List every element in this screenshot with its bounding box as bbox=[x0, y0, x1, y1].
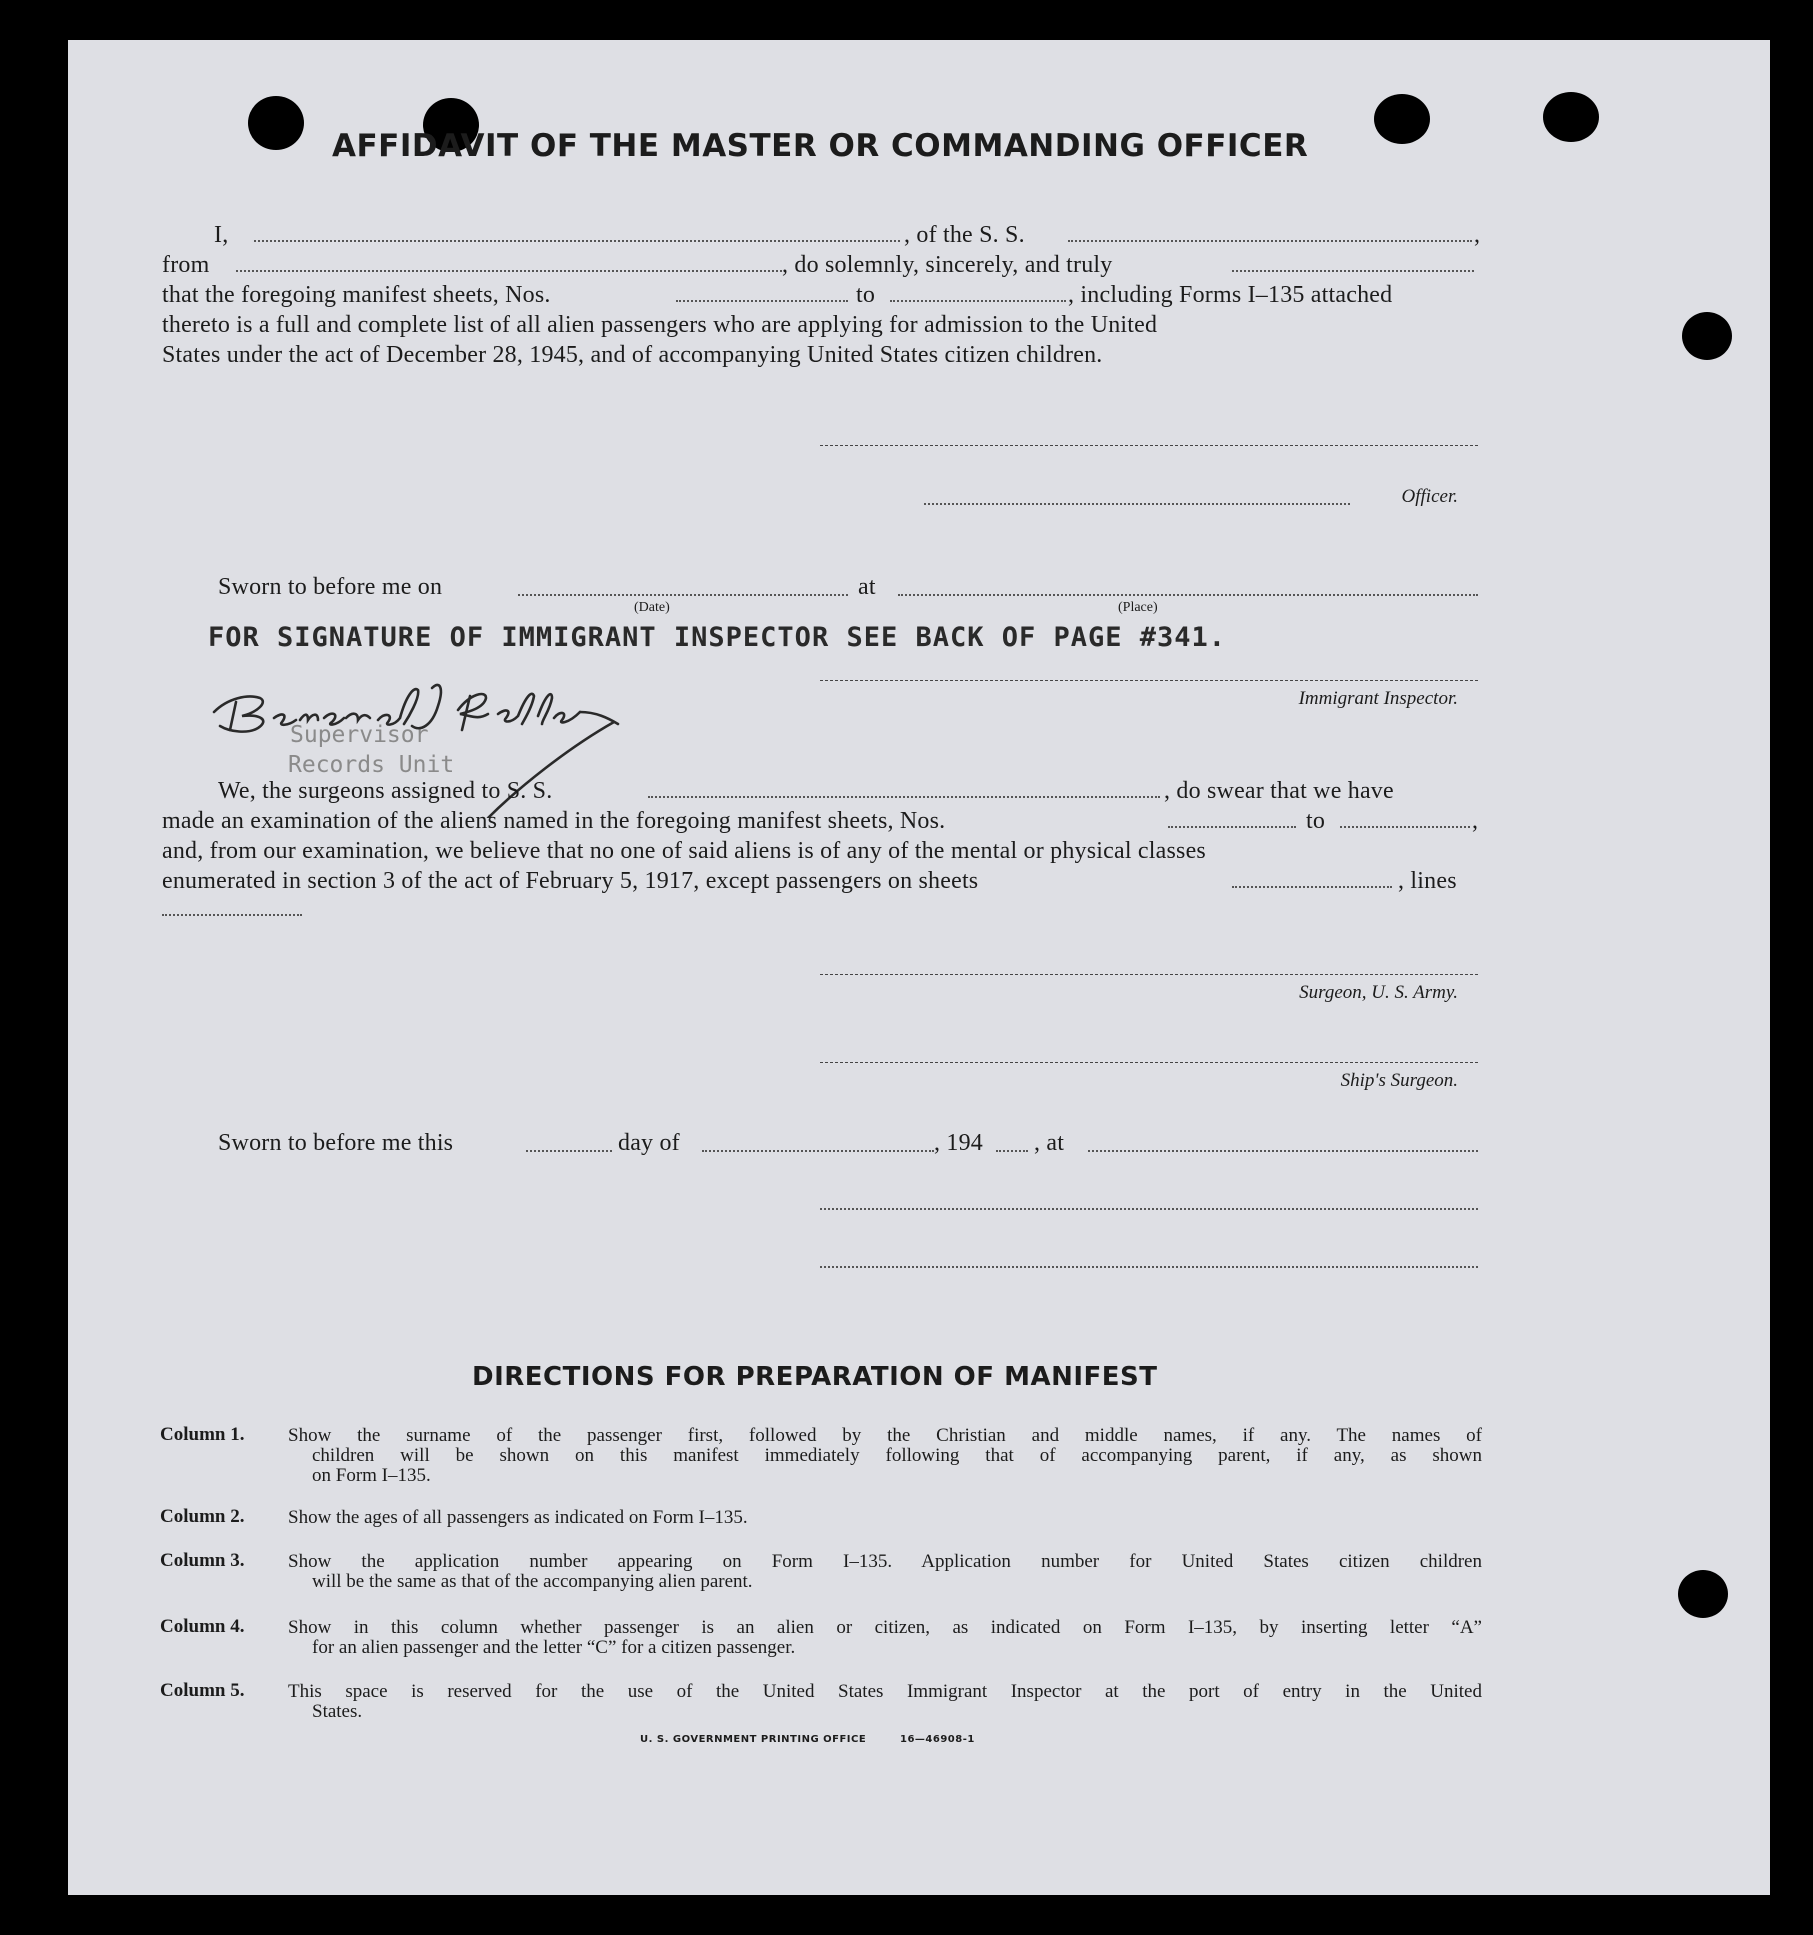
officer-caption: Officer. bbox=[1401, 486, 1458, 507]
sworn-at: at bbox=[858, 574, 876, 600]
oath-type-field[interactable] bbox=[1232, 270, 1474, 272]
column3-text-1: Show the application number appearing on Form I–135. Application number for United States citizen children bbox=[288, 1551, 1482, 1572]
ship-name-field[interactable] bbox=[1068, 240, 1472, 242]
column5-text-1: This space is reserved for the use of the United States Immigrant Inspector at the port of entry in the United bbox=[288, 1681, 1482, 1702]
sheets-from-field[interactable] bbox=[676, 300, 848, 302]
footer-printer: U. S. GOVERNMENT PRINTING OFFICE bbox=[640, 1734, 867, 1745]
surgeons-line3: and, from our examination, we believe that no one of said aliens is of any of the mental or physical classes bbox=[162, 838, 1206, 864]
master-name-field[interactable] bbox=[254, 240, 900, 242]
affidavit-line1-end: , bbox=[1474, 222, 1481, 248]
sworn-date-field[interactable] bbox=[518, 594, 848, 596]
from-port-field[interactable] bbox=[236, 270, 782, 272]
affidavit-line4: thereto is a full and complete list of all alien passengers who are applying for admission to the United bbox=[162, 312, 1158, 338]
sworn2-month-field[interactable] bbox=[702, 1150, 934, 1152]
officer-signature-line[interactable] bbox=[820, 445, 1478, 446]
column1-label: Column 1. bbox=[160, 1424, 245, 1445]
column5-text-2: States. bbox=[312, 1701, 363, 1722]
surgeons-sheets-from-field[interactable] bbox=[1168, 826, 1296, 828]
sworn-text: Sworn to before me on bbox=[218, 574, 443, 600]
sworn2-day-field[interactable] bbox=[526, 1150, 612, 1152]
affidavit-line1-start: I, bbox=[214, 222, 229, 248]
stamp-supervisor: Supervisor bbox=[290, 722, 429, 748]
surgeons-line2-to: to bbox=[1306, 808, 1326, 834]
place-caption: (Place) bbox=[1118, 600, 1158, 615]
sworn2-text: Sworn to before me this bbox=[218, 1130, 454, 1156]
surgeons-line4-end: , lines bbox=[1398, 868, 1457, 894]
sworn2-at: , at bbox=[1034, 1130, 1065, 1156]
inspector-stamp: FOR SIGNATURE OF IMMIGRANT INSPECTOR SEE BACK OF PAGE #341. bbox=[208, 622, 1227, 653]
directions-title: DIRECTIONS FOR PREPARATION OF MANIFEST bbox=[472, 1362, 1158, 1392]
surgeons-line1-start: We, the surgeons assigned to S. S. bbox=[218, 778, 553, 804]
sworn-place-field[interactable] bbox=[898, 594, 1478, 596]
affidavit-title: AFFIDAVIT OF THE MASTER OR COMMANDING OFFICER bbox=[332, 128, 1309, 164]
footer-code: 16—46908-1 bbox=[900, 1734, 975, 1745]
surgeons-line2-end: , bbox=[1472, 808, 1479, 834]
excepted-lines-field[interactable] bbox=[162, 914, 302, 916]
affidavit-line3-start: that the foregoing manifest sheets, Nos. bbox=[162, 282, 551, 308]
date-caption: (Date) bbox=[634, 600, 670, 615]
affidavit-line5: States under the act of December 28, 1945, and of accompanying United States citizen children. bbox=[162, 342, 1103, 368]
stamp-records: Records Unit bbox=[288, 752, 455, 778]
punch-hole bbox=[1678, 1570, 1728, 1618]
column5-label: Column 5. bbox=[160, 1680, 245, 1701]
ship-surgeon-caption: Ship's Surgeon. bbox=[1340, 1070, 1458, 1091]
column3-label: Column 3. bbox=[160, 1550, 245, 1571]
punch-hole bbox=[1543, 92, 1599, 142]
column2-label: Column 2. bbox=[160, 1506, 245, 1527]
affidavit-line1-mid: , of the S. S. bbox=[904, 222, 1025, 248]
punch-hole bbox=[1682, 312, 1732, 360]
officer-title-line[interactable] bbox=[924, 503, 1350, 505]
punch-hole bbox=[248, 96, 304, 150]
affidavit-line2-mid: , do solemnly, sincerely, and truly bbox=[782, 252, 1113, 278]
surgeons-sheets-to-field[interactable] bbox=[1340, 826, 1470, 828]
affidavit-line3-end: , including Forms I–135 attached bbox=[1068, 282, 1393, 308]
sworn2-year: , 194 bbox=[934, 1130, 983, 1156]
sworn2-signature-line-2[interactable] bbox=[820, 1266, 1478, 1268]
army-surgeon-caption: Surgeon, U. S. Army. bbox=[1299, 982, 1458, 1003]
inspector-caption: Immigrant Inspector. bbox=[1298, 688, 1458, 709]
sworn2-day-of: day of bbox=[618, 1130, 680, 1156]
ship-surgeon-signature-line[interactable] bbox=[820, 1062, 1478, 1063]
sworn2-signature-line-1[interactable] bbox=[820, 1208, 1478, 1210]
army-surgeon-signature-line[interactable] bbox=[820, 974, 1478, 975]
sworn2-place-field[interactable] bbox=[1088, 1150, 1478, 1152]
affidavit-line3-to: to bbox=[856, 282, 876, 308]
column1-text-1: Show the surname of the passenger first, followed by the Christian and middle names, if any. The names of bbox=[288, 1425, 1482, 1446]
column2-text-1: Show the ages of all passengers as indicated on Form I–135. bbox=[288, 1507, 748, 1528]
column1-text-3: on Form I–135. bbox=[312, 1465, 431, 1486]
column4-text-1: Show in this column whether passenger is an alien or citizen, as indicated on Form I–135, by inserting letter “A” bbox=[288, 1617, 1482, 1638]
excepted-sheets-field[interactable] bbox=[1232, 886, 1392, 888]
sworn2-year-field[interactable] bbox=[996, 1150, 1028, 1152]
inspector-signature-line[interactable] bbox=[820, 680, 1478, 681]
affidavit-line2-start: from bbox=[162, 252, 210, 278]
surgeons-line1-end: , do swear that we have bbox=[1164, 778, 1394, 804]
punch-hole bbox=[1374, 94, 1430, 144]
form-page bbox=[68, 40, 1770, 1895]
surgeons-line4-start: enumerated in section 3 of the act of February 5, 1917, except passengers on sheets bbox=[162, 868, 979, 894]
column1-text-2: children will be shown on this manifest immediately following that of accompanying parent, if any, as shown bbox=[312, 1445, 1482, 1466]
column4-label: Column 4. bbox=[160, 1616, 245, 1637]
surgeons-line2-start: made an examination of the aliens named in the foregoing manifest sheets, Nos. bbox=[162, 808, 946, 834]
sheets-to-field[interactable] bbox=[890, 300, 1066, 302]
surgeons-ship-field[interactable] bbox=[648, 796, 1160, 798]
column4-text-2: for an alien passenger and the letter “C” for a citizen passenger. bbox=[312, 1637, 796, 1658]
column3-text-2: will be the same as that of the accompanying alien parent. bbox=[312, 1571, 753, 1592]
